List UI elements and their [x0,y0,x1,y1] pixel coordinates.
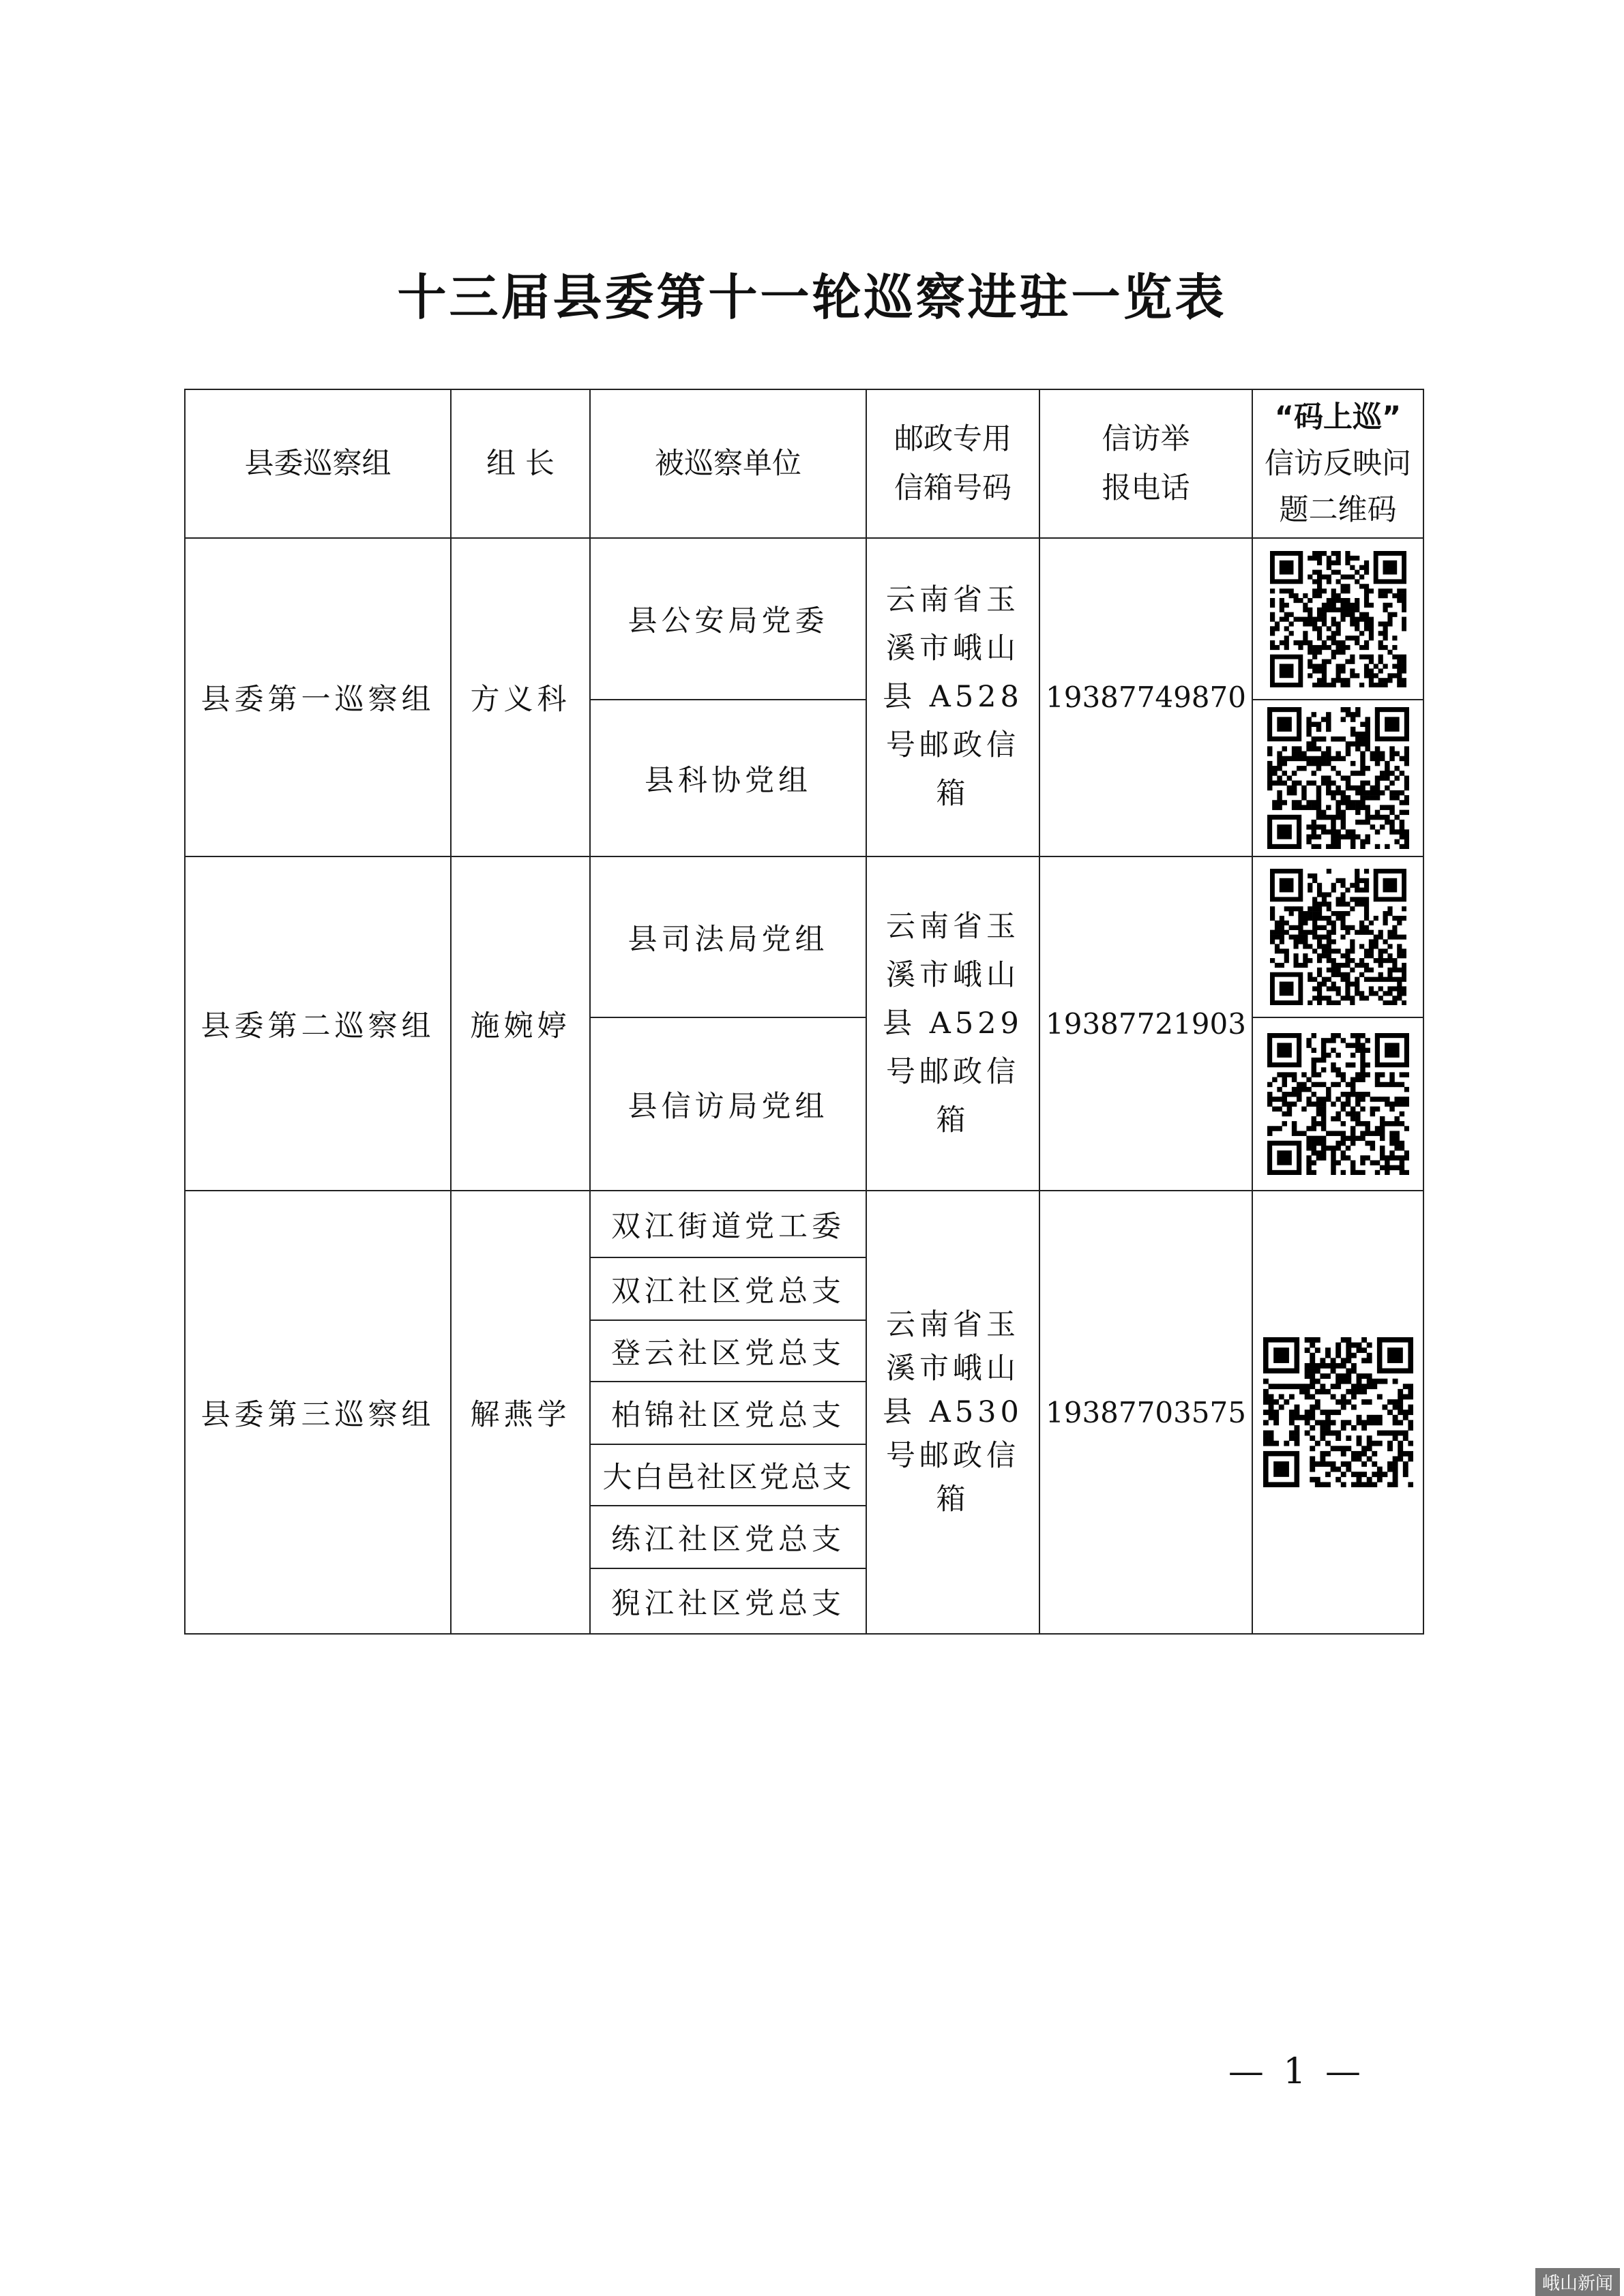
group-name: 县委第三巡察组 [185,1191,451,1634]
mailbox-line: 号邮政信 [886,1439,1020,1473]
qr-cell [1252,1191,1423,1634]
page-number: — 1 — [1228,2051,1365,2092]
qr-code-icon[interactable] [1263,1337,1413,1487]
group-name: 县委第一巡察组 [185,538,451,856]
inspected-unit: 县科协党组 [590,700,866,856]
mailbox-line: 县 A530 [883,1395,1023,1429]
inspected-unit: 双江社区党总支 [590,1257,866,1320]
mailbox-line: 县 A529 [883,1006,1023,1041]
mailbox-line: 号邮政信 [886,1054,1020,1089]
qr-code-icon[interactable] [1270,551,1406,687]
report-phone: 19387749870 [1039,538,1252,856]
header-mailbox [866,389,1039,538]
table-row [185,856,1423,1017]
qr-cell [1252,700,1423,856]
mailbox-address [866,856,1039,1191]
mailbox-address [866,1191,1039,1634]
report-phone: 19387703575 [1039,1191,1252,1634]
qr-cell [1252,1017,1423,1191]
header-phone [1039,389,1252,538]
header-leader: 组 长 [451,389,590,538]
group-leader: 解燕学 [451,1191,590,1634]
inspected-unit: 柏锦社区党总支 [590,1382,866,1444]
inspected-unit: 猊江社区党总支 [590,1568,866,1634]
group-name: 县委第二巡察组 [185,856,451,1191]
inspected-unit: 双江街道党工委 [590,1191,866,1257]
header-qr-line: “码上巡” [1274,400,1402,434]
header-mailbox-line: 邮政专用 [894,422,1012,456]
inspection-roster-table [184,389,1424,1635]
qr-code-icon[interactable] [1267,707,1409,849]
inspected-unit: 县信访局党组 [590,1017,866,1191]
mailbox-line: 箱 [936,777,970,811]
group-leader: 方义科 [451,538,590,856]
qr-cell [1252,856,1423,1017]
header-qr-line: 信访反映问 [1265,447,1411,481]
inspected-unit: 县司法局党组 [590,856,866,1017]
page-title: 十三届县委第十一轮巡察进驻一览表 [397,268,1227,326]
inspected-unit: 县公安局党委 [590,538,866,700]
mailbox-line: 云南省玉 [886,909,1020,944]
table-header-row [185,389,1423,538]
mailbox-line: 溪市峨山 [886,1352,1020,1386]
group-leader: 施婉婷 [451,856,590,1191]
header-mailbox-line: 信箱号码 [894,471,1012,505]
watermark: 峨山新闻 [1535,2268,1620,2296]
qr-code-icon[interactable] [1270,869,1406,1005]
report-phone: 19387721903 [1039,856,1252,1191]
inspected-unit: 大白邑社区党总支 [590,1444,866,1506]
mailbox-address [866,538,1039,856]
mailbox-line: 云南省玉 [886,1308,1020,1342]
header-phone-line: 信访举 [1102,422,1190,456]
header-qr [1252,389,1423,538]
mailbox-line: 号邮政信 [886,728,1020,762]
qr-cell [1252,538,1423,700]
mailbox-line: 箱 [936,1103,970,1137]
qr-code-icon[interactable] [1267,1033,1409,1175]
mailbox-line: 箱 [936,1482,970,1517]
header-group: 县委巡察组 [185,389,451,538]
header-unit: 被巡察单位 [590,389,866,538]
header-phone-line: 报电话 [1102,471,1190,505]
inspected-unit: 登云社区党总支 [590,1320,866,1382]
mailbox-line: 溪市峨山 [886,631,1020,666]
table-row [185,1191,1423,1257]
header-qr-line: 题二维码 [1279,493,1397,527]
mailbox-line: 溪市峨山 [886,957,1020,992]
mailbox-line: 云南省玉 [886,583,1020,617]
table-row [185,538,1423,700]
inspected-unit: 练江社区党总支 [590,1506,866,1568]
mailbox-line: 县 A528 [883,680,1023,714]
